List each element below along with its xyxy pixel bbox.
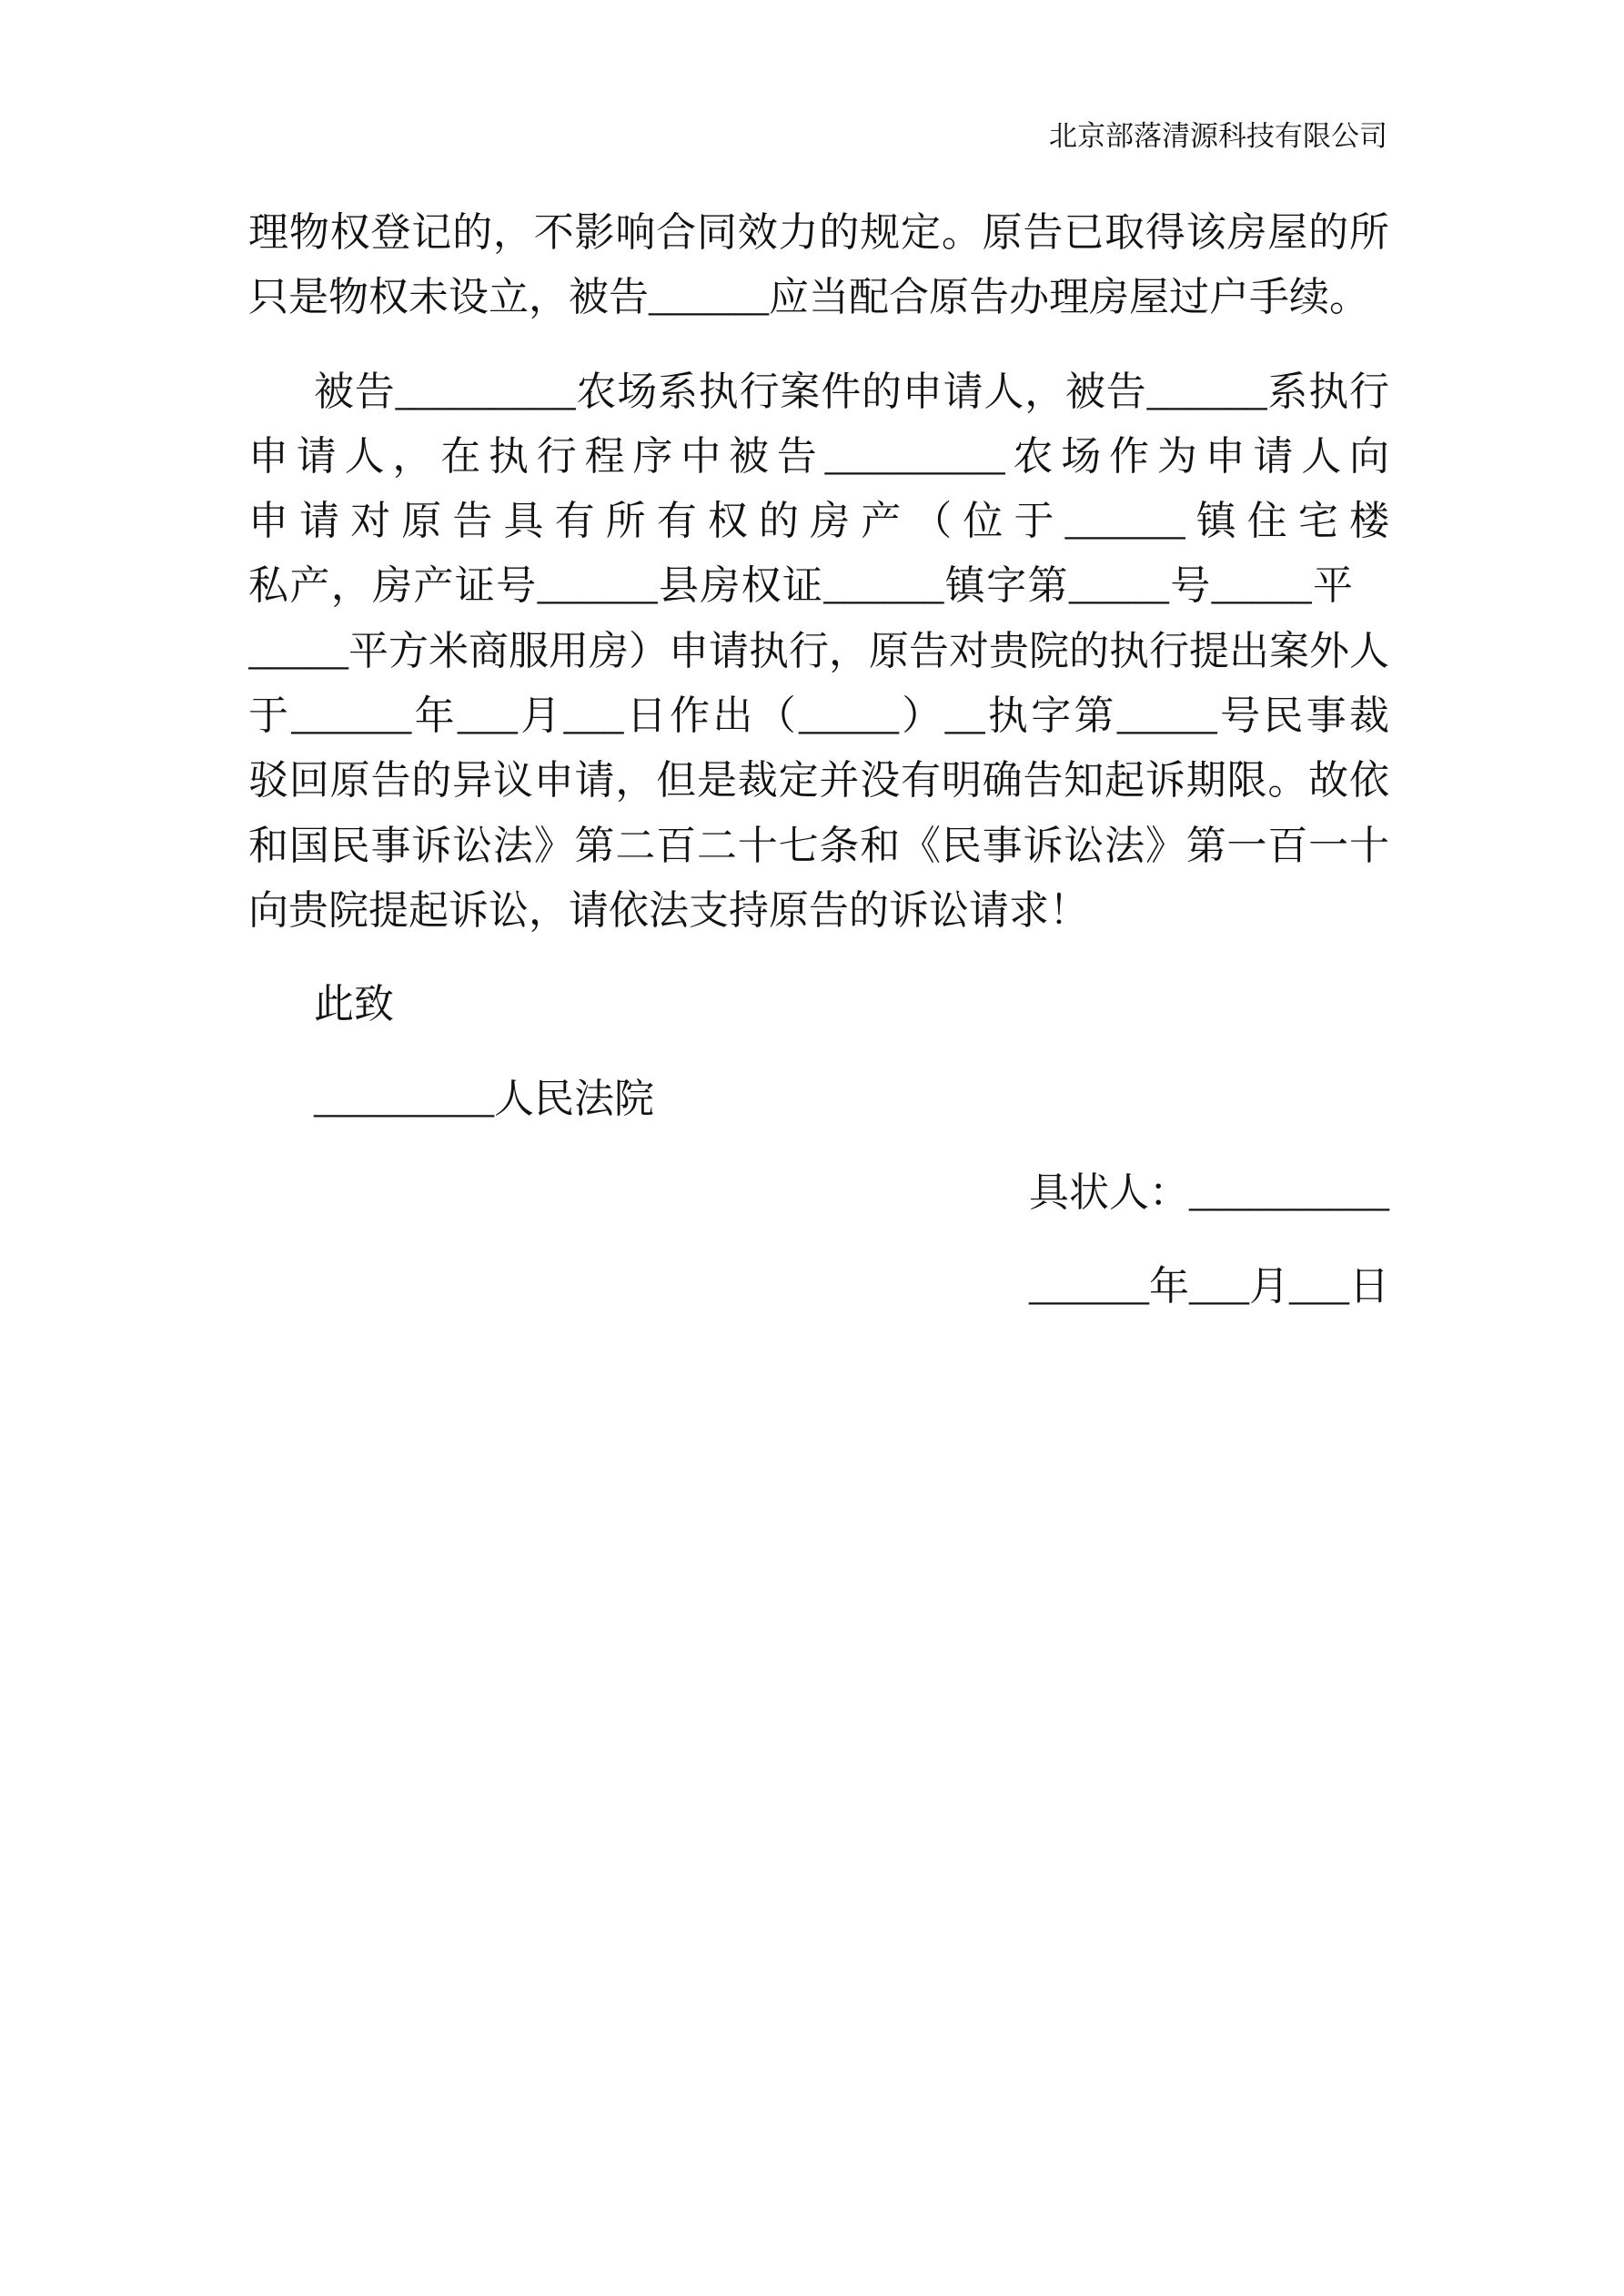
text-line: 申请对原告具有所有权的房产（位于______镇住宅楼 (248, 499, 1389, 544)
signer-line: 具状人：__________ (1029, 1169, 1389, 1215)
text-line: 和国民事诉讼法》第二百二十七条和《民事诉讼法》第一百一十 (248, 823, 1389, 868)
text-line: 私产，房产证号______县房权证______镇字第_____号_____平 (248, 563, 1353, 609)
date-line: ______年___月___日 (1029, 1264, 1389, 1310)
text-line: 驳回原告的异议申请，但是裁定并没有明确告知起诉期限。故依 (248, 758, 1389, 804)
text-line: 被告_________农场系执行案件的申请人，被告______系执行 (314, 369, 1389, 414)
court-addressee: _________人民法院 (314, 1076, 654, 1121)
text-line: 申请人，在执行程序中被告_________农场作为申请人向 (248, 433, 1389, 479)
company-header: 北京部落清源科技有限公司 (1049, 120, 1387, 152)
text-line: 向贵院提起诉讼，请依法支持原告的诉讼请求！ (248, 887, 1089, 933)
text-line: 理物权登记的，不影响合同效力的规定。原告已取得该房屋的所 (248, 210, 1389, 255)
document-body (248, 200, 1389, 1319)
text-line: 于______年___月___日作出（_____）__执字第_____号民事裁 (248, 693, 1389, 739)
text-line: 只是物权未设立，被告______应当配合原告办理房屋过户手续。 (248, 275, 1369, 320)
text-line: _____平方米商服用房）申请执行，原告对贵院的执行提出案外人 (248, 628, 1389, 673)
salutation: 此致 (314, 982, 394, 1027)
